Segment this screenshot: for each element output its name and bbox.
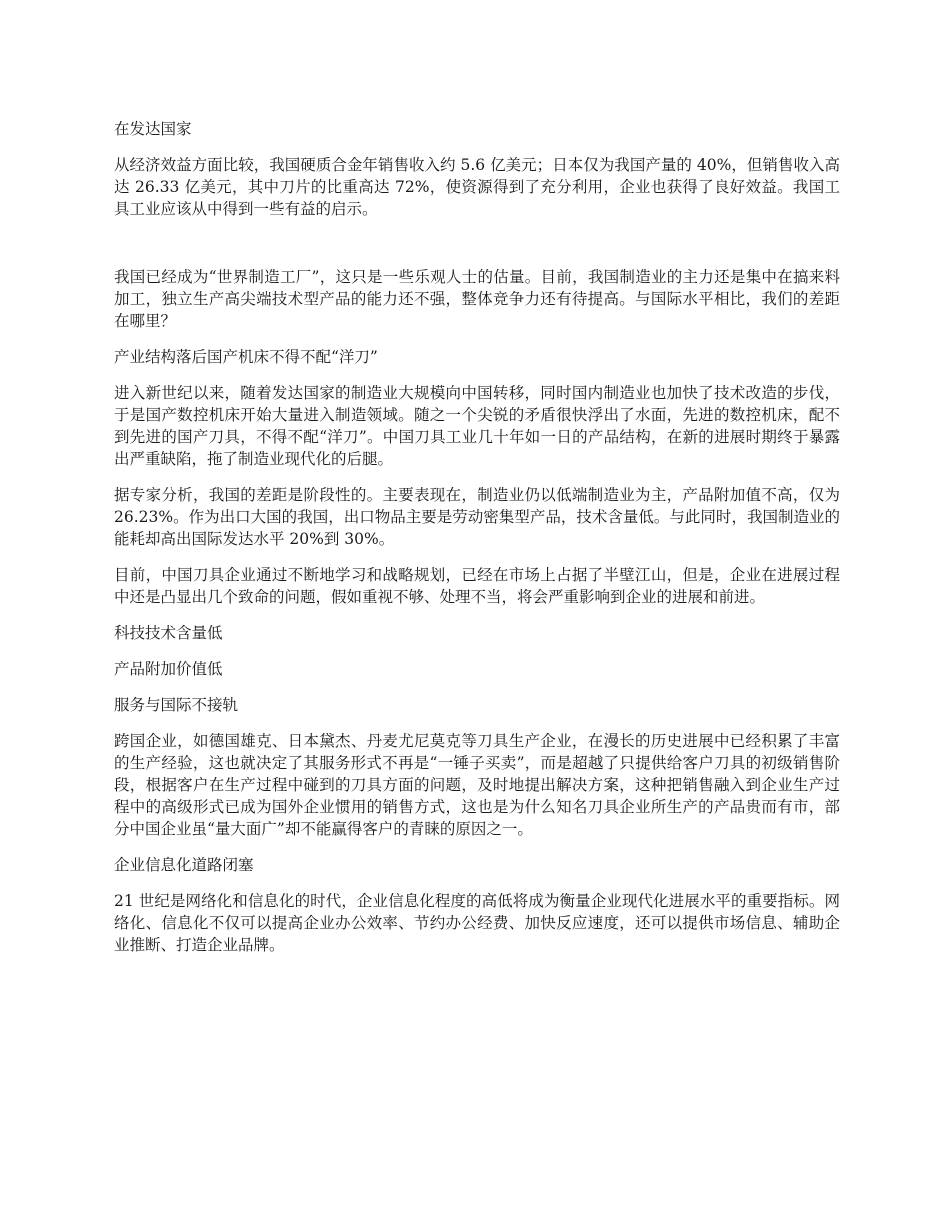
para-21st-century: 21 世纪是网络化和信息化的时代，企业信息化程度的高低将成为衡量企业现代化进展水平的重要指标。网络化、信息化不仅可以提高企业办公效率、节约办公经费、加快反应速度，还可以提供市场信息、辅助企业推断、打造企业品牌。 <box>114 892 840 954</box>
para-economic-benefits: 从经济效益方面比较，我国硬质合金年销售收入约 5.6 亿美元；日本仅为我国产量的 40%，但销售收入高达 26.33 亿美元，其中刀片的比重高达 72%，使资源得到了充分利用，企业也获得了良好效益。我国工具工业应该从中得到一些有益的启示。 <box>114 156 840 218</box>
heading-service: 服务与国际不接轨 <box>114 696 239 714</box>
para-multinationals: 跨国企业，如德国雄克、日本黛杰、丹麦尤尼莫克等刀具生产企业，在漫长的历史进展中已经积累了丰富的生产经验，这也就决定了其服务形式不再是“一锤子买卖”，而是超越了只提供给客户刀具的初级销售阶段，根据客户在生产过程中碰到的刀具方面的问题，及时地提出解决方案，这种把销售融入到企业生产过程中的高级形式已成为国外企业惯用的销售方式，这也是为什么知名刀具企业所生产的产品贵而有市，部分中国企业虽“量大面广”却不能赢得客户的青睐的原因之一。 <box>114 732 840 838</box>
para-new-century: 进入新世纪以来，随着发达国家的制造业大规模向中国转移，同时国内制造业也加快了技术改造的步伐，于是国产数控机床开始大量进入制造领域。随之一个尖锐的矛盾很快浮出了水面，先进的数控机床，配不到先进的国产刀具，不得不配“洋刀”。中国刀具工业几十年如一日的产品结构，在新的进展时期终于暴露出严重缺陷，拖了制造业现代化的后腿。 <box>114 384 840 468</box>
section-gap <box>114 234 840 266</box>
para-current-problems: 目前，中国刀具企业通过不断地学习和战略规划，已经在市场上占据了半壁江山，但是，企业在进展过程中还是凸显出几个致命的问题，假如重视不够、处理不当，将会严重影响到企业的进展和前进。 <box>114 566 840 606</box>
heading-industry-structure: 产业结构落后国产机床不得不配“洋刀” <box>114 348 378 366</box>
heading-developed-countries: 在发达国家 <box>114 120 192 138</box>
heading-informatization: 企业信息化道路闭塞 <box>114 856 254 874</box>
para-world-factory: 我国已经成为“世界制造工厂”，这只是一些乐观人士的估量。目前，我国制造业的主力还是集中在搞来料加工，独立生产高尖端技术型产品的能力还不强，整体竞争力还有待提高。与国际水平相比，我们的差距在哪里？ <box>114 268 840 330</box>
para-expert-analysis: 据专家分析，我国的差距是阶段性的。主要表现在，制造业仍以低端制造业为主，产品附加值不高，仅为 26.23%。作为出口大国的我国，出口物品主要是劳动密集型产品，技术含量低。与此同时，我国制造业的能耗却高出国际发达水平 20%到 30%。 <box>114 486 840 548</box>
heading-low-tech: 科技技术含量低 <box>114 624 223 642</box>
document-page <box>114 118 840 970</box>
heading-low-value: 产品附加价值低 <box>114 660 223 678</box>
